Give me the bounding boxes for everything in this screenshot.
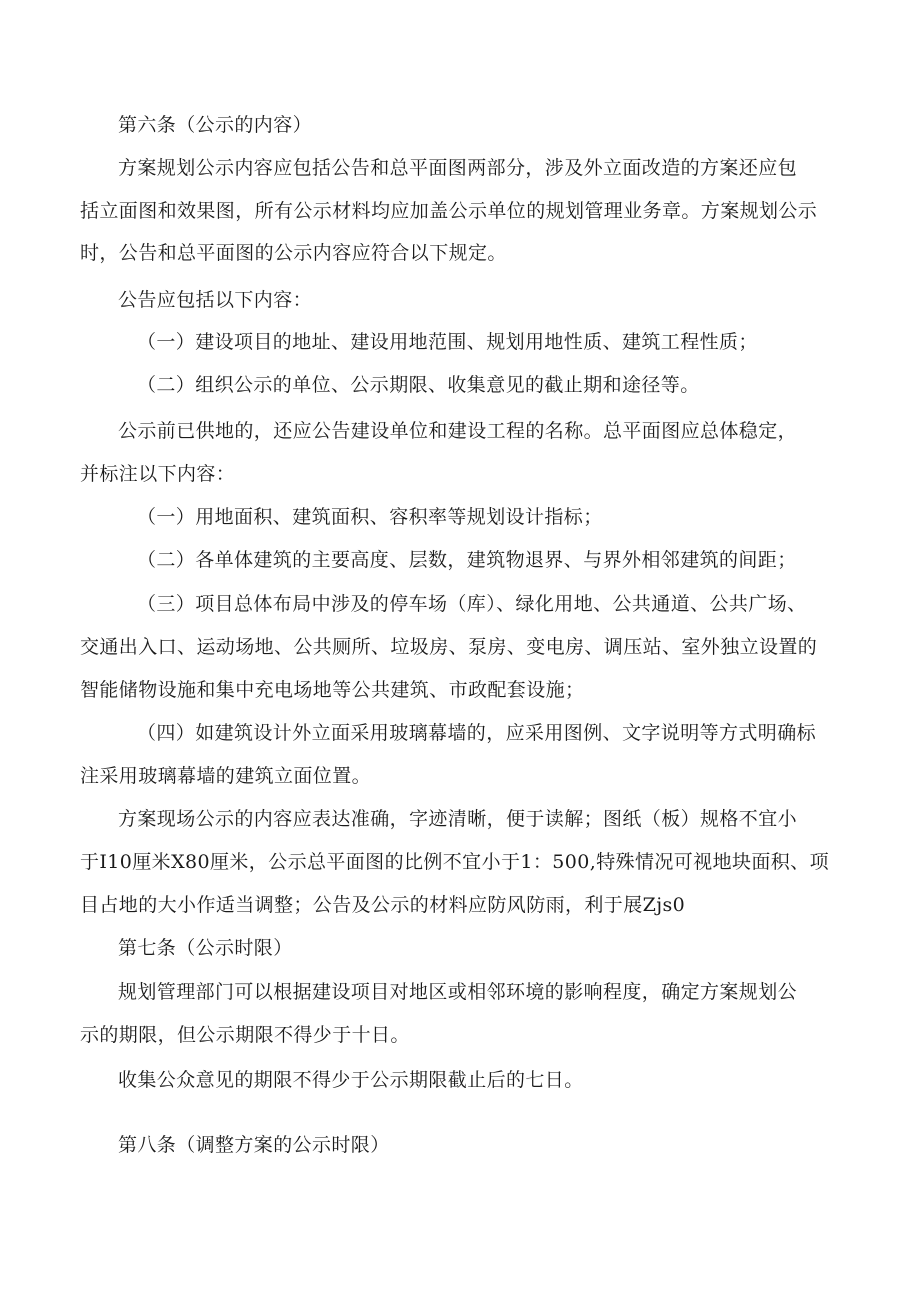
paragraph-line: 公告应包括以下内容：: [118, 289, 313, 311]
list-item: （二）各单体建筑的主要高度、层数，建筑物退界、与界外相邻建筑的间距；: [137, 549, 797, 571]
article-7-heading: 第七条（公示时限）: [118, 937, 293, 959]
paragraph-line: 目占地的大小作适当调整；公告及公示的材料应防风防雨，利于展Zjs0: [80, 894, 686, 916]
list-item: （一）建设项目的地址、建设用地范围、规划用地性质、建筑工程性质；: [137, 331, 758, 353]
paragraph-line: 公示前已供地的，还应公告建设单位和建设工程的名称。总平面图应总体稳定，: [118, 420, 798, 442]
article-8-heading: 第八条（调整方案的公示时限）: [118, 1134, 390, 1156]
paragraph-line: 方案现场公示的内容应表达准确，字迹清晰，便于读解；图纸（板）规格不宜小: [118, 808, 798, 830]
paragraph-line: 方案规划公示内容应包括公告和总平面图两部分，涉及外立面改造的方案还应包: [118, 157, 798, 179]
list-item-continuation: 智能储物设施和集中充电场地等公共建筑、市政配套设施；: [80, 679, 585, 701]
paragraph-line: 收集公众意见的期限不得少于公示期限截止后的七日。: [118, 1069, 584, 1091]
paragraph-line: 于I10厘米X80厘米，公示总平面图的比例不宜小于1：500,特殊情况可视地块面积、项: [80, 851, 829, 873]
list-item: （一）用地面积、建筑面积、容积率等规划设计指标；: [137, 506, 603, 528]
list-item: （三）项目总体布局中涉及的停车场（库）、绿化用地、公共通道、公共广场、: [137, 593, 807, 615]
paragraph-line: 并标注以下内容：: [80, 463, 236, 485]
paragraph-line: 规划管理部门可以根据建设项目对地区或相邻环境的影响程度，确定方案规划公: [118, 981, 798, 1003]
list-item-continuation: 注采用玻璃幕墙的建筑立面位置。: [80, 765, 372, 787]
article-6-heading: 第六条（公示的内容）: [118, 114, 313, 136]
paragraph-line: 时，公告和总平面图的公示内容应符合以下规定。: [80, 242, 507, 264]
list-item: （二）组织公示的单位、公示期限、收集意见的截止期和途径等。: [137, 374, 700, 396]
list-item-continuation: 交通出入口、运动场地、公共厕所、垃圾房、泵房、变电房、调压站、室外独立设置的: [80, 636, 818, 658]
list-item: （四）如建筑设计外立面采用玻璃幕墙的，应采用图例、文字说明等方式明确标: [137, 722, 817, 744]
paragraph-line: 括立面图和效果图，所有公示材料均应加盖公示单位的规划管理业务章。方案规划公示: [80, 200, 818, 222]
paragraph-line: 示的期限，但公示期限不得少于十日。: [80, 1024, 410, 1046]
